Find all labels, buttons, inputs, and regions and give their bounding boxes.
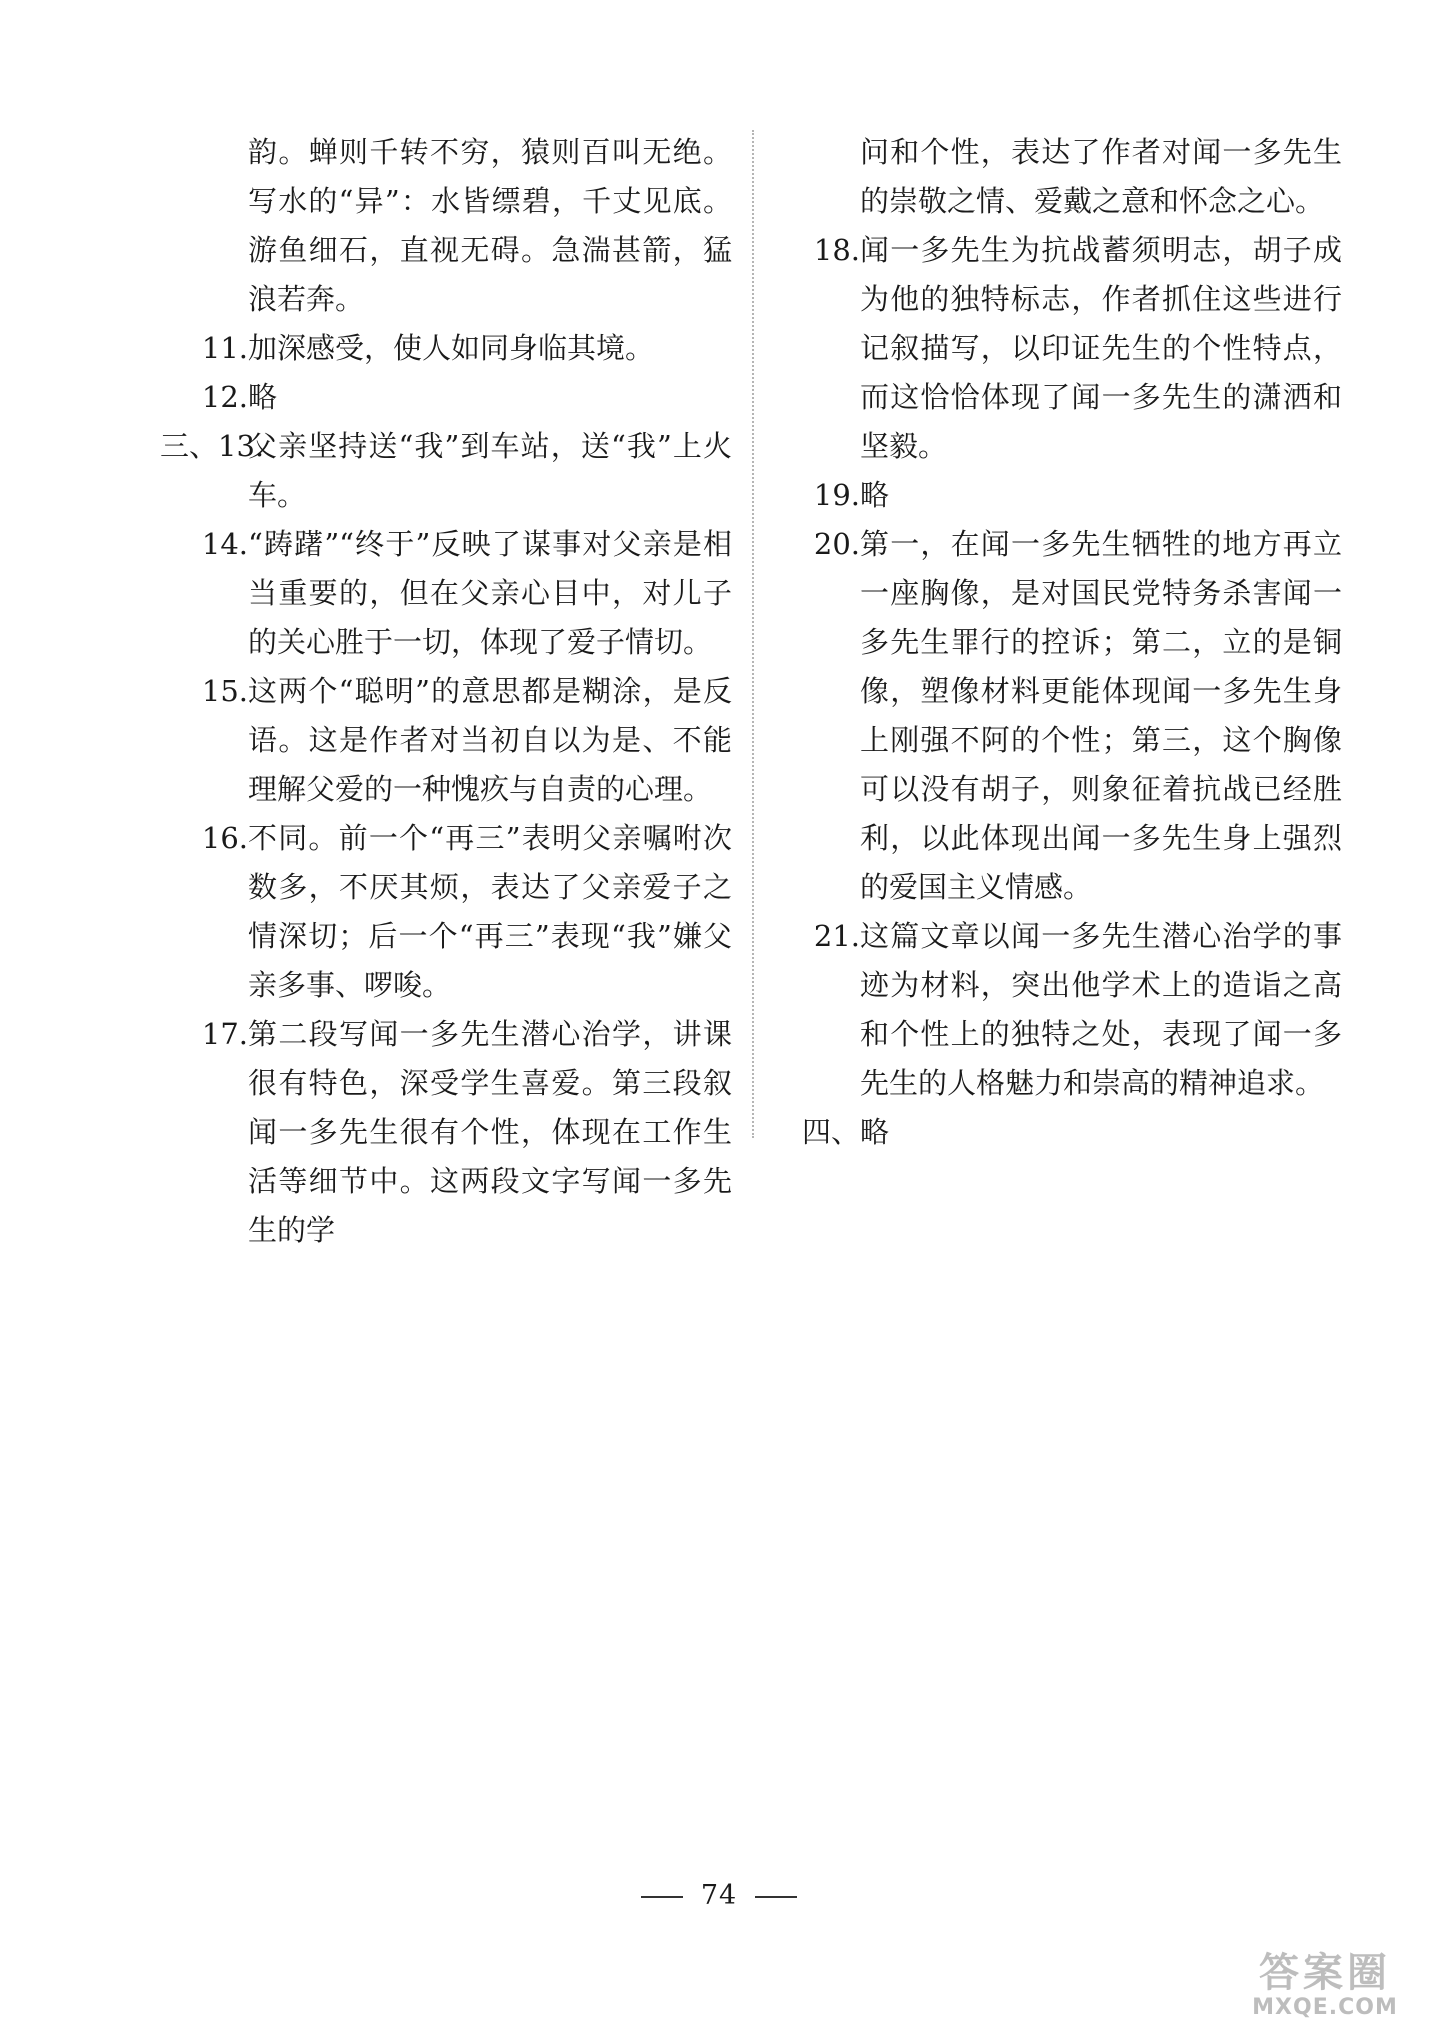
answer-text: 略 <box>860 1115 890 1149</box>
answer-text: 这两个“聪明”的意思都是糊涂，是反语。这是作者对当初自以为是、不能理解父爱的一种愧疚与自责的心理。 <box>248 674 732 806</box>
answer-text: “踌躇”“终于”反映了谋事对父亲是相当重要的，但在父亲心目中，对儿子的关心胜于一切，体现了爱子情切。 <box>248 527 732 659</box>
answer-number: 18. <box>813 233 860 267</box>
answer-number <box>772 128 860 226</box>
answer-text: 第二段写闻一多先生潜心治学，讲课很有特色，深受学生喜爱。第三段叙闻一多先生很有个性，体现在工作生活等细节中。这两段文字写闻一多先生的学 <box>248 1017 732 1247</box>
answer-text: 略 <box>860 478 890 512</box>
site-watermark <box>1230 1951 1420 2027</box>
answer-number: 16. <box>201 821 248 855</box>
column-divider <box>752 130 754 1138</box>
answer-number: 三、13. <box>160 429 265 463</box>
answer-item <box>160 520 732 667</box>
watermark-domain: MXQE.COM <box>1252 1995 1398 2020</box>
right-answer-column <box>772 128 1342 1157</box>
answer-text: 第一，在闻一多先生牺牲的地方再立一座胸像，是对国民党特务杀害闻一多先生罪行的控诉；第二，立的是铜像，塑像材料更能体现闻一多先生身上刚强不阿的个性；第三，这个胸像可以没有胡子，则象征着抗战已经胜利，以此体现出闻一多先生身上强烈的爱国主义情感。 <box>860 527 1342 904</box>
answer-text: 问和个性，表达了作者对闻一多先生的崇敬之情、爱戴之意和怀念之心。 <box>860 135 1342 218</box>
answer-number: 11. <box>201 331 248 365</box>
answer-item <box>772 912 1342 1108</box>
answer-item <box>160 128 732 324</box>
answer-number: 14. <box>201 527 248 561</box>
left-answer-column <box>160 128 732 1255</box>
page-number-dash-right <box>755 1896 797 1898</box>
answer-item <box>772 1108 1342 1157</box>
answer-item <box>160 324 732 373</box>
answer-number <box>160 128 248 324</box>
answer-number: 19. <box>813 478 860 512</box>
page-number-dash-left <box>641 1896 683 1898</box>
answer-item <box>160 814 732 1010</box>
answer-number: 20. <box>813 527 860 561</box>
page-number-value: 74 <box>700 1880 738 1911</box>
answer-text: 略 <box>248 380 278 414</box>
answer-text: 父亲坚持送“我”到车站，送“我”上火车。 <box>248 429 732 512</box>
answer-text: 韵。蝉则千转不穷，猿则百叫无绝。写水的“异”：水皆缥碧，千丈见底。游鱼细石，直视无碍。急湍甚箭，猛浪若奔。 <box>248 135 732 316</box>
answer-item <box>160 373 732 422</box>
answer-text: 这篇文章以闻一多先生潜心治学的事迹为材料，突出他学术上的造诣之高和个性上的独特之处，表现了闻一多先生的人格魅力和崇高的精神追求。 <box>860 919 1342 1100</box>
answer-item <box>160 422 732 520</box>
answer-text: 不同。前一个“再三”表明父亲嘱咐次数多，不厌其烦，表达了父亲爱子之情深切；后一个“再三”表现“我”嫌父亲多事、啰唆。 <box>248 821 732 1002</box>
page-number <box>0 1880 1438 1911</box>
answer-item <box>772 471 1342 520</box>
answer-item <box>772 520 1342 912</box>
watermark-logo-text: 答案圈 <box>1259 1950 1391 1996</box>
answer-text: 加深感受，使人如同身临其境。 <box>248 331 655 365</box>
answer-item <box>160 667 732 814</box>
answer-number: 15. <box>201 674 248 708</box>
answer-text: 闻一多先生为抗战蓄须明志，胡子成为他的独特标志，作者抓住这些进行记叙描写，以印证先生的个性特点，而这恰恰体现了闻一多先生的潇洒和坚毅。 <box>860 233 1342 463</box>
answer-item <box>160 1010 732 1255</box>
answer-item <box>772 128 1342 226</box>
answer-number: 17. <box>201 1017 248 1051</box>
answer-number: 四、 <box>801 1115 860 1149</box>
answer-item <box>772 226 1342 471</box>
answer-number: 21. <box>813 919 860 953</box>
answer-number: 12. <box>201 380 248 414</box>
